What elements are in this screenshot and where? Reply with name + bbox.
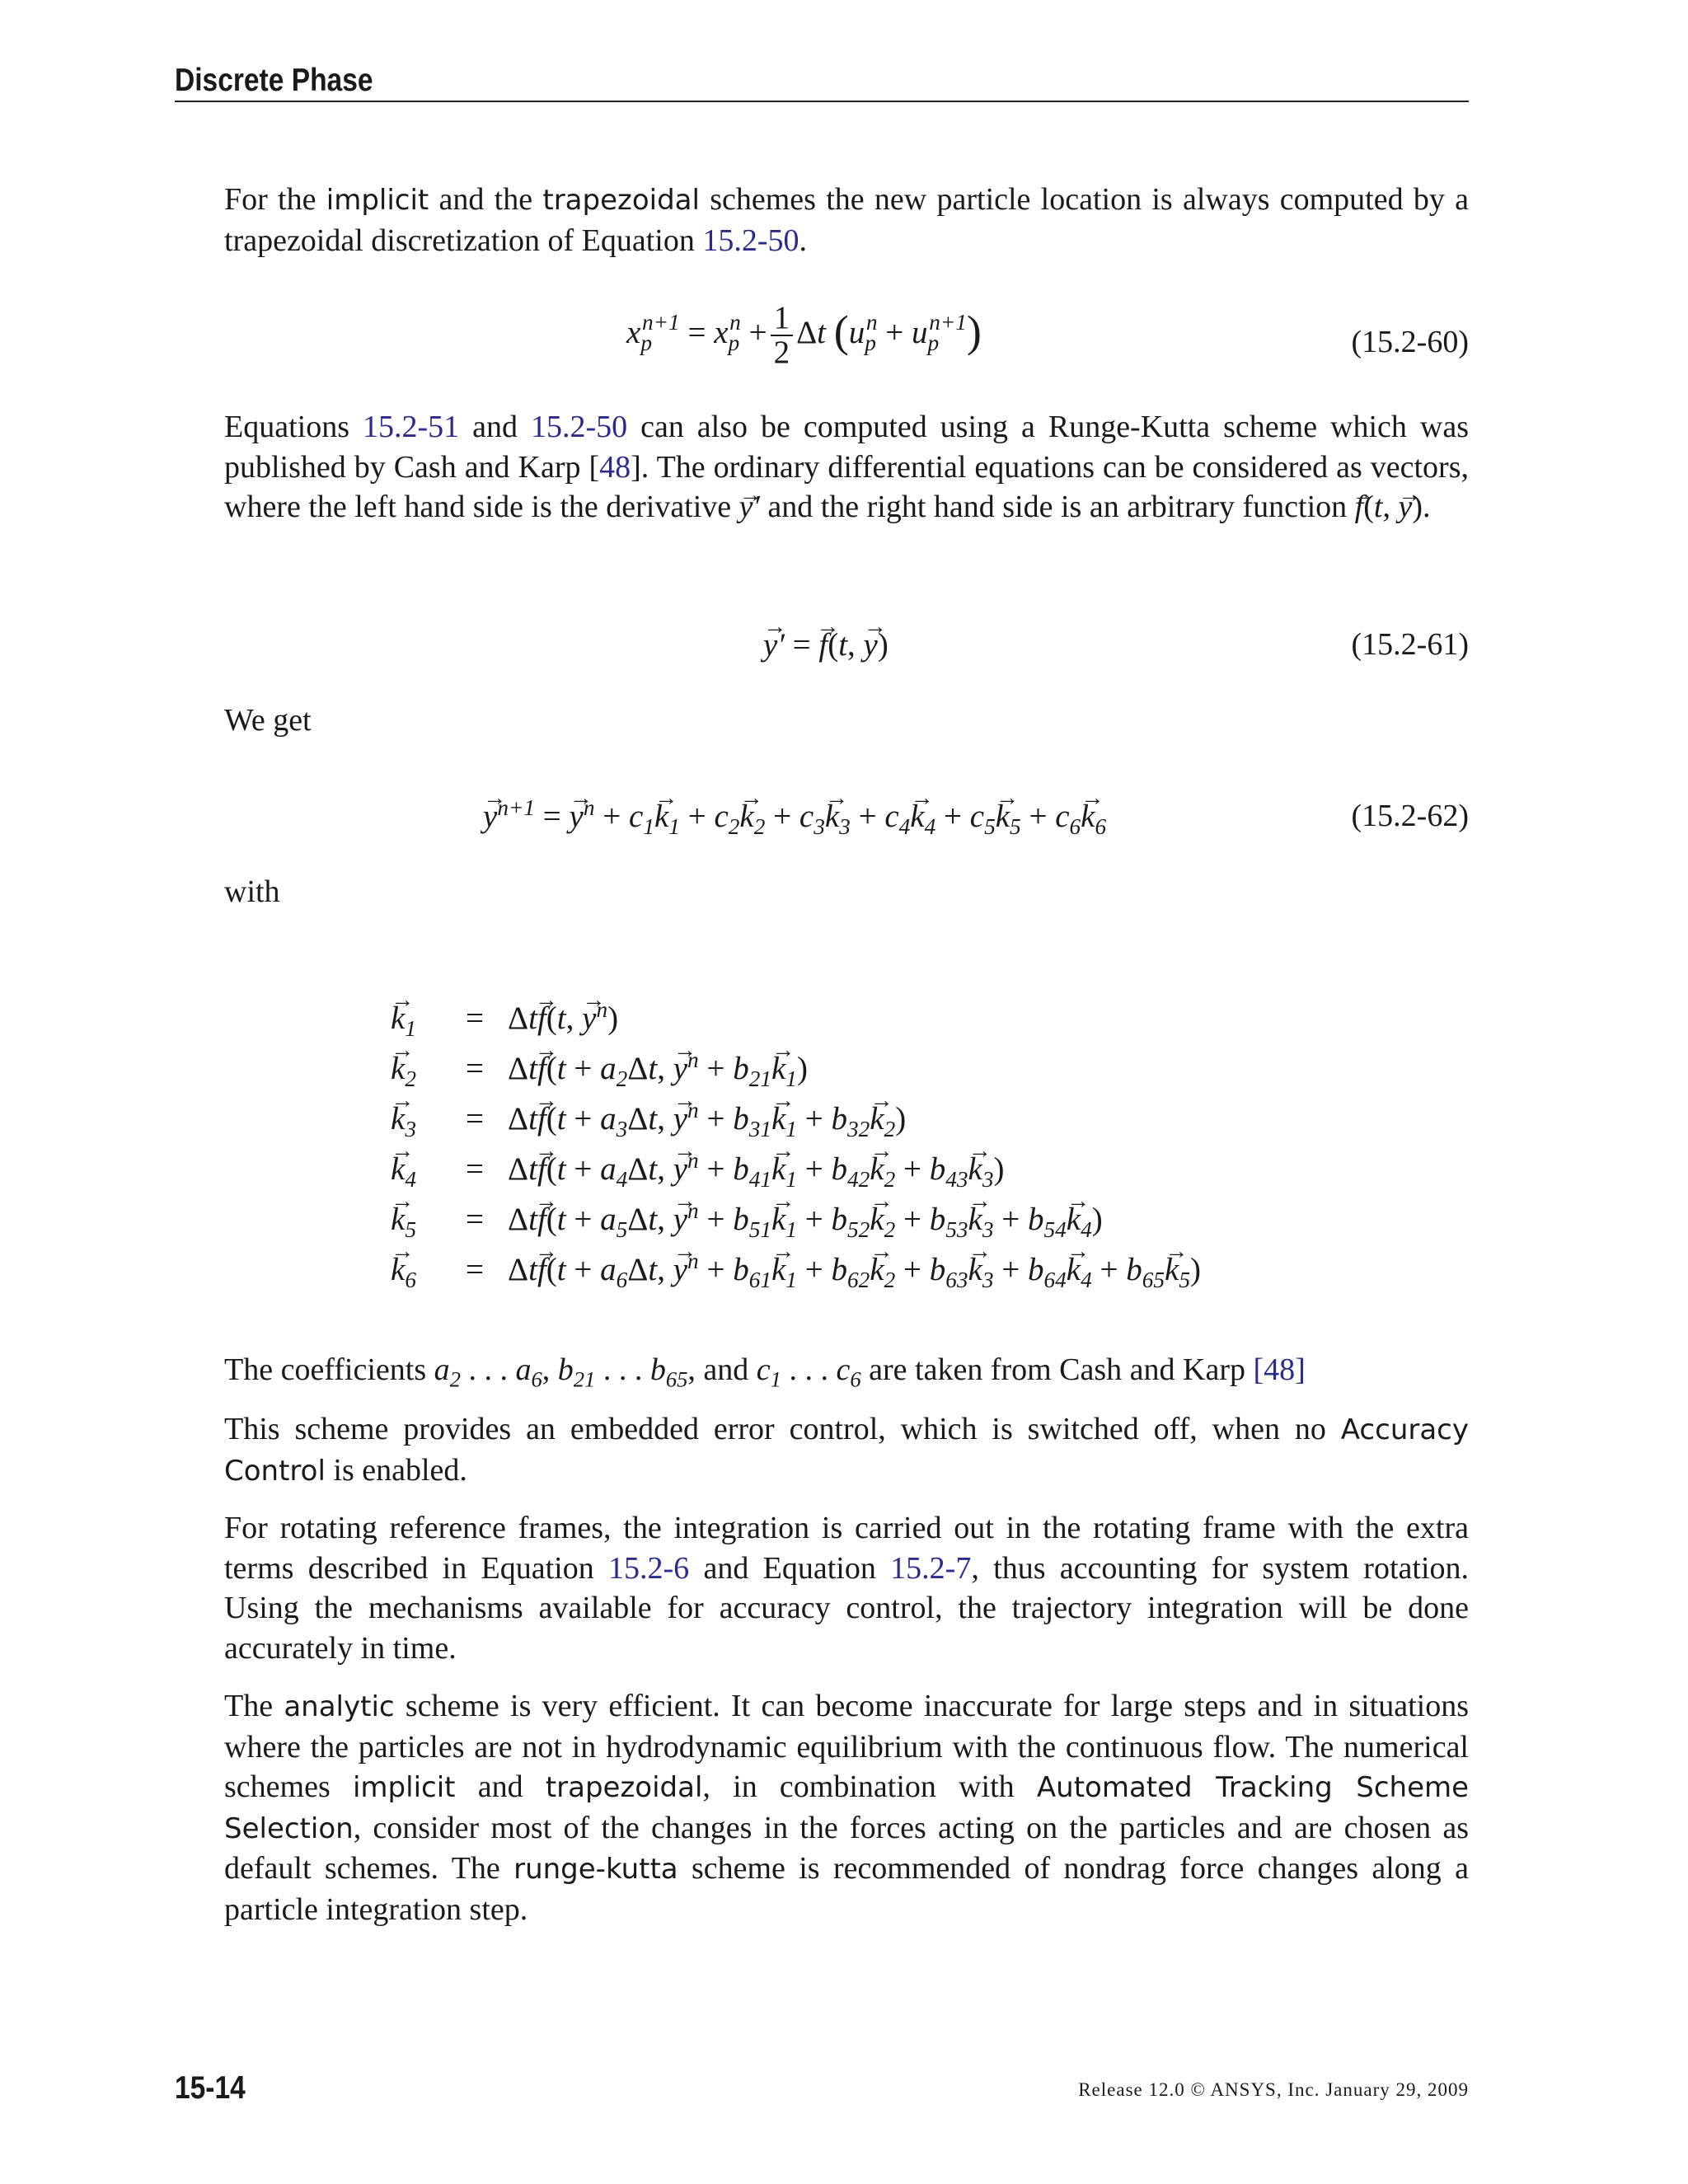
math-inline: $b_{21}$ . . . $b_{65}$	[557, 1352, 688, 1392]
term-trapezoidal: trapezoidal	[542, 184, 700, 217]
paragraph-rotating-frames: For rotating reference frames, the integration is carried out in the rotating frame with the extra terms described in Equation 15.2-6 and Equation 15.2-7, thus accounting for system rotation. Using the mechanisms available for accuracy control, the trajectory integration will be done accurately in time.	[224, 1511, 1469, 1666]
equation-number: (15.2-61)	[1351, 627, 1469, 662]
citation-link[interactable]: [48]	[1253, 1352, 1306, 1387]
equation-15-2-62: → $y^{n+1}$ = → $y^n + c_1\to k_1 + c_2\to k_2 + c_3\to k_3 + c_4\to k_4 + c_5\to k_5 + c_6\to k_6$	[483, 798, 1106, 835]
equation-link[interactable]: 15.2-6	[608, 1550, 690, 1586]
equation-link[interactable]: 15.2-7	[890, 1550, 972, 1586]
equation-15-2-61: → y′ = → f(t, → y)	[763, 626, 889, 663]
equation-15-2-60: $x_p^{n+1} = x_p^n$ + $\frac{1}{2}$ Δt $(u_p^n + u_p^{n+1})$	[626, 300, 982, 370]
paragraph-with: with	[224, 874, 280, 909]
equation-link[interactable]: 15.2-50	[702, 223, 799, 258]
term-analytic: analytic	[284, 1690, 395, 1723]
math-inline: → f(t, → y)	[1355, 490, 1423, 524]
term-accuracy-control: Accuracy Control	[224, 1413, 1469, 1488]
paragraph-error-control: This scheme provides an embedded error control, which is switched off, when no Accuracy Control is enabled.	[224, 1412, 1469, 1488]
equation-link[interactable]: 15.2-50	[530, 410, 628, 444]
citation-link[interactable]: 48	[599, 449, 631, 485]
k6-equation: → $k_6$ = $\Delta t\to f(t + a_6\Delta t$, → $y^n + b_{61}\to k_1 + b_{62}\to k_2 + b_{63}\to k_3 + b_{64}\to k_4 + b_{65}\to k_5$)	[391, 1244, 1201, 1295]
math-inline: $a_2$ . . . $a_6$	[434, 1352, 542, 1392]
paragraph-runge-kutta: Equations 15.2-51 and 15.2-50 can also be computed using a Runge-Kutta scheme which was published by Cash and Karp [48]. The ordinary differential equations can be considered as vectors, where the left hand side is the derivative → y′ and the right hand side is an arbitrary function → f(t, → y).	[224, 407, 1469, 527]
equation-number: (15.2-62)	[1351, 799, 1469, 833]
page-number: 15-14	[175, 2070, 246, 2106]
math-inline: → y′	[739, 490, 760, 524]
section-title: Discrete Phase	[175, 63, 373, 98]
k4-equation: → $k_4$ = $\Delta t\to f(t + a_4\Delta t$, → $y^n + b_{41}\to k_1 + b_{42}\to k_2 + b_{43}\to k_3$)	[391, 1144, 1201, 1194]
k-equations-array	[391, 993, 1201, 1295]
release-info: Release 12.0 © ANSYS, Inc. January 29, 2009	[1078, 2079, 1469, 2100]
equation-link[interactable]: 15.2-51	[362, 410, 460, 444]
k1-equation: → $k_1$ = Δt→ f(t, → $y^n$)	[391, 993, 1201, 1043]
paragraph-we-get: We get	[224, 703, 312, 738]
term-automated-tracking: Automated Tracking Scheme Selection	[224, 1771, 1470, 1845]
term-implicit: implicit	[326, 184, 429, 217]
paragraph-trapezoidal-intro: For the implicit and the trapezoidal schemes the new particle location is always computed by a trapezoidal discretization of Equation 15.2-50.	[224, 182, 1469, 258]
term-runge-kutta: runge-kutta	[513, 1853, 678, 1886]
paragraph-analytic-scheme: The analytic scheme is very efficient. It can become inaccurate for large steps and in situations where the particles are not in hydrodynamic equilibrium with the continuous flow. The numerical schemes implicit and trapezoidal, in combination with Automated Tracking Scheme Selection, consider most of the changes in the forces acting on the particles and are chosen as default schemes. The runge-kutta scheme is recommended of nondrag force changes along a particle integration step.	[224, 1689, 1470, 1927]
header-divider	[175, 101, 1469, 102]
k5-equation: → $k_5$ = $\Delta t\to f(t + a_5\Delta t$, → $y^n + b_{51}\to k_1 + b_{52}\to k_2 + b_{53}\to k_3 + b_{54}\to k_4$)	[391, 1194, 1201, 1244]
equation-number: (15.2-60)	[1351, 325, 1469, 359]
paragraph-coefficients: The coefficients $a_2$ . . . $a_6$, $b_{21}$ . . . $b_{65}$, and $c_1$ . . . $c_6$ are taken from Cash and Karp [48]	[224, 1352, 1306, 1392]
term-trapezoidal: trapezoidal	[545, 1771, 703, 1804]
math-inline: $c_1$ . . . $c_6$	[756, 1352, 861, 1392]
k3-equation: → $k_3$ = $\Delta t\to f(t + a_3\Delta t$, → $y^n + b_{31}\to k_1 + b_{32}\to k_2$)	[391, 1094, 1201, 1144]
term-implicit: implicit	[352, 1771, 456, 1804]
k2-equation: → $k_2$ = $\Delta t\to f(t + a_2\Delta t$, → $y^n + b_{21}\to k_1$)	[391, 1043, 1201, 1094]
